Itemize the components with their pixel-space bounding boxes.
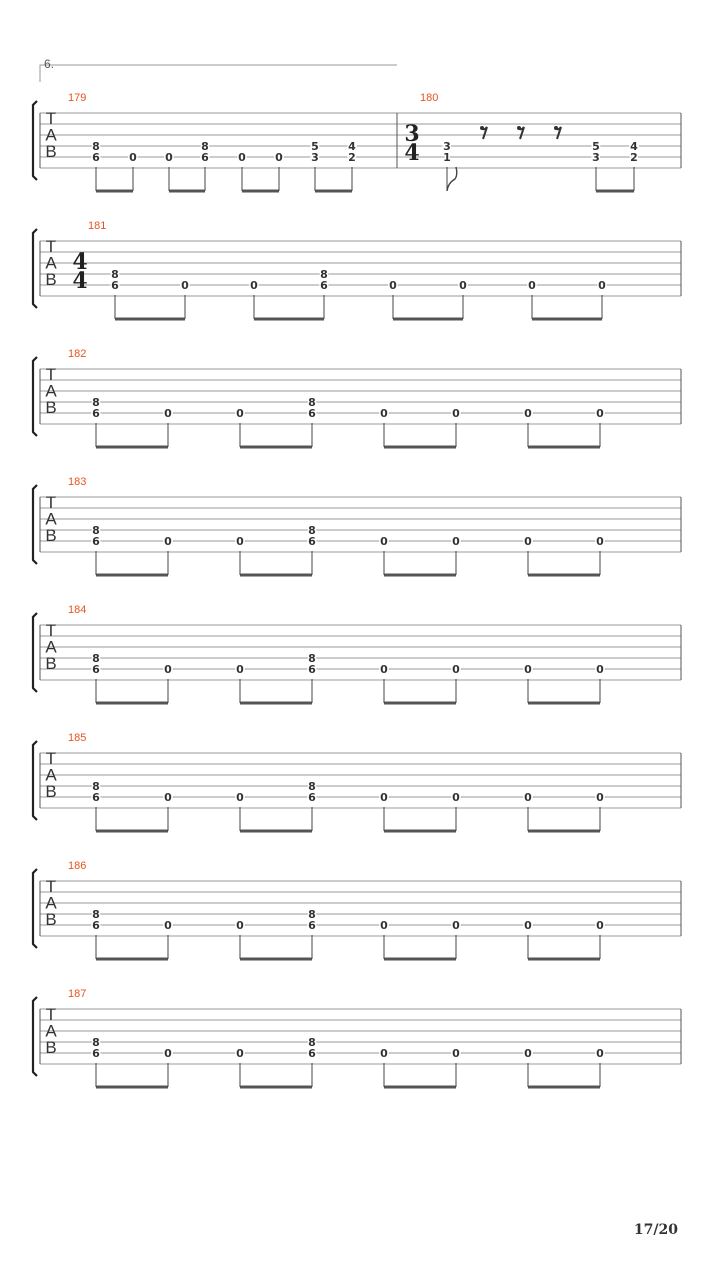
measure-number: 180: [420, 92, 439, 104]
measure-number: 187: [68, 988, 87, 1000]
fret-number: 0: [380, 407, 388, 420]
fret-number: 0: [164, 407, 172, 420]
measure-number: 185: [68, 732, 87, 744]
fret-number: 0: [236, 791, 244, 804]
note-flag: [447, 167, 457, 191]
fret-number: 0: [165, 151, 173, 164]
fret-number: 0: [250, 279, 258, 292]
fret-number: 0: [524, 791, 532, 804]
rest-dot: [517, 126, 521, 130]
fret-number: 0: [524, 1047, 532, 1060]
time-signature-denominator: 4: [72, 268, 88, 294]
fret-number: 0: [164, 919, 172, 932]
fret-number: 0: [389, 279, 397, 292]
fret-number: 0: [524, 919, 532, 932]
measure-number: 184: [68, 604, 87, 616]
system-bracket: [33, 101, 37, 180]
tab-clef-letter: B: [45, 270, 57, 289]
fret-number: 0: [275, 151, 283, 164]
tab-clef-letter: T: [45, 877, 57, 896]
fret-number: 8: [308, 524, 316, 537]
fret-number: 0: [452, 791, 460, 804]
fret-number: 8: [92, 908, 100, 921]
fret-number: 0: [380, 919, 388, 932]
fret-number: 0: [452, 535, 460, 548]
system-bracket: [33, 741, 37, 820]
fret-number: 8: [320, 268, 328, 281]
tab-clef-letter: T: [45, 621, 57, 640]
fret-number: 3: [311, 151, 319, 164]
tab-clef-letter: T: [45, 109, 57, 128]
fret-number: 8: [92, 396, 100, 409]
fret-number: 0: [236, 407, 244, 420]
page-number: 17/20: [633, 1222, 678, 1238]
tab-clef-letter: B: [45, 142, 57, 161]
system-bracket: [33, 613, 37, 692]
fret-number: 0: [164, 535, 172, 548]
measure-number: 183: [68, 476, 87, 488]
fret-number: 0: [596, 407, 604, 420]
system-bracket: [33, 869, 37, 948]
system-bracket: [33, 997, 37, 1076]
fret-number: 0: [596, 919, 604, 932]
tab-clef-letter: B: [45, 1038, 57, 1057]
fret-number: 6: [92, 535, 100, 548]
tab-clef-letter: B: [45, 910, 57, 929]
tab-clef-letter: A: [45, 1021, 57, 1041]
fret-number: 0: [452, 1047, 460, 1060]
fret-number: 4: [348, 140, 356, 153]
fret-number: 8: [308, 396, 316, 409]
fret-number: 8: [92, 1036, 100, 1049]
fret-number: 0: [380, 663, 388, 676]
fret-number: 8: [308, 1036, 316, 1049]
tab-clef-letter: B: [45, 654, 57, 673]
measure-number: 186: [68, 860, 87, 872]
fret-number: 0: [380, 1047, 388, 1060]
tab-clef-letter: T: [45, 237, 57, 256]
fret-number: 0: [596, 791, 604, 804]
fret-number: 0: [129, 151, 137, 164]
fret-number: 8: [92, 140, 100, 153]
fret-number: 0: [236, 535, 244, 548]
volta-label: 6.: [44, 57, 55, 71]
fret-number: 8: [111, 268, 119, 281]
fret-number: 0: [452, 663, 460, 676]
fret-number: 6: [308, 407, 316, 420]
fret-number: 0: [524, 663, 532, 676]
fret-number: 5: [592, 140, 600, 153]
tab-clef-letter: B: [45, 398, 57, 417]
fret-number: 6: [92, 1047, 100, 1060]
tab-clef-letter: A: [45, 893, 57, 913]
tab-clef-letter: T: [45, 1005, 57, 1024]
fret-number: 6: [92, 151, 100, 164]
fret-number: 1: [443, 151, 451, 164]
time-signature-numerator: 3: [404, 121, 420, 147]
fret-number: 8: [92, 780, 100, 793]
fret-number: 0: [596, 535, 604, 548]
volta-bracket: [40, 65, 397, 82]
fret-number: 8: [92, 524, 100, 537]
measure-number: 181: [88, 220, 107, 232]
fret-number: 4: [630, 140, 638, 153]
fret-number: 6: [308, 791, 316, 804]
tab-clef-letter: T: [45, 493, 57, 512]
fret-number: 6: [201, 151, 209, 164]
measure-number: 179: [68, 92, 87, 104]
fret-number: 0: [524, 535, 532, 548]
fret-number: 0: [380, 535, 388, 548]
fret-number: 0: [528, 279, 536, 292]
fret-number: 0: [236, 663, 244, 676]
fret-number: 0: [452, 919, 460, 932]
fret-number: 8: [92, 652, 100, 665]
fret-number: 3: [443, 140, 451, 153]
fret-number: 2: [348, 151, 356, 164]
fret-number: 6: [308, 919, 316, 932]
fret-number: 0: [181, 279, 189, 292]
fret-number: 6: [308, 663, 316, 676]
time-signature-numerator: 4: [72, 249, 88, 275]
fret-number: 6: [92, 791, 100, 804]
tab-clef-letter: B: [45, 782, 57, 801]
fret-number: 0: [238, 151, 246, 164]
tab-clef-letter: A: [45, 253, 57, 273]
tab-clef-letter: A: [45, 509, 57, 529]
fret-number: 3: [592, 151, 600, 164]
system-bracket: [33, 229, 37, 308]
fret-number: 0: [596, 1047, 604, 1060]
fret-number: 8: [201, 140, 209, 153]
fret-number: 5: [311, 140, 319, 153]
fret-number: 8: [308, 908, 316, 921]
fret-number: 0: [164, 663, 172, 676]
fret-number: 6: [92, 407, 100, 420]
rest-dot: [554, 126, 558, 130]
fret-number: 0: [236, 919, 244, 932]
fret-number: 0: [164, 791, 172, 804]
tab-clef-letter: A: [45, 637, 57, 657]
fret-number: 0: [380, 791, 388, 804]
fret-number: 6: [308, 1047, 316, 1060]
fret-number: 8: [308, 652, 316, 665]
tab-clef-letter: B: [45, 526, 57, 545]
system-bracket: [33, 357, 37, 436]
fret-number: 0: [596, 663, 604, 676]
fret-number: 6: [92, 919, 100, 932]
fret-number: 6: [111, 279, 119, 292]
fret-number: 0: [164, 1047, 172, 1060]
measure-number: 182: [68, 348, 87, 360]
fret-number: 6: [92, 663, 100, 676]
fret-number: 6: [308, 535, 316, 548]
fret-number: 0: [236, 1047, 244, 1060]
fret-number: 0: [452, 407, 460, 420]
time-signature-denominator: 4: [404, 140, 420, 166]
system-bracket: [33, 485, 37, 564]
rest-dot: [480, 126, 484, 130]
fret-number: 0: [459, 279, 467, 292]
fret-number: 2: [630, 151, 638, 164]
tab-clef-letter: T: [45, 365, 57, 384]
fret-number: 6: [320, 279, 328, 292]
tab-clef-letter: T: [45, 749, 57, 768]
fret-number: 0: [524, 407, 532, 420]
tab-clef-letter: A: [45, 765, 57, 785]
fret-number: 8: [308, 780, 316, 793]
fret-number: 0: [598, 279, 606, 292]
tab-clef-letter: A: [45, 381, 57, 401]
tab-clef-letter: A: [45, 125, 57, 145]
